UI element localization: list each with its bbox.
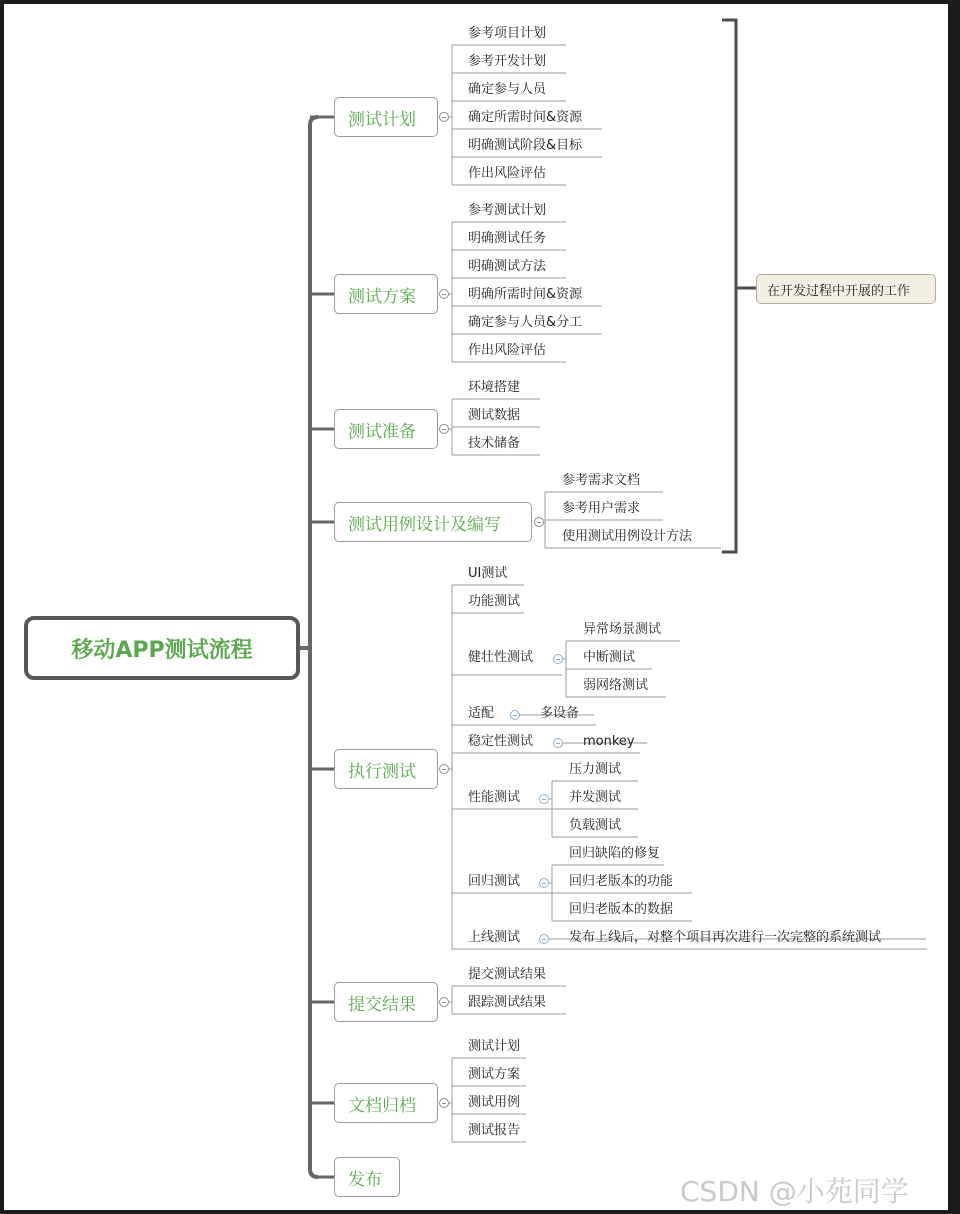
collapse-icon[interactable] [539,794,549,804]
leaf-test-prep-item[interactable]: 技术储备 [468,436,521,451]
trunk-line [310,117,318,1177]
collapse-icon[interactable] [439,289,449,299]
collapse-icon[interactable] [553,738,563,748]
collapse-icon[interactable] [439,424,449,434]
collapse-icon[interactable] [439,112,449,122]
leaf-robustness-item[interactable]: 弱网络测试 [583,678,649,693]
leaf-test-scheme-item[interactable]: 明确测试方法 [468,259,547,274]
leaf-multi-device[interactable]: 多设备 [540,706,580,721]
leaf-archive-item[interactable]: 测试计划 [468,1039,521,1054]
leaf-test-plan-item[interactable]: 参考项目计划 [468,26,547,41]
collapse-icon[interactable] [439,1098,449,1108]
branch-test-case-design[interactable]: 测试用例设计及编写 [334,502,532,542]
leaf-test-prep-item[interactable]: 环境搭建 [468,380,521,395]
leaf-archive-item[interactable]: 测试用例 [468,1095,521,1110]
leaf-performance-item[interactable]: 负载测试 [569,818,622,833]
leaf-regression-item[interactable]: 回归缺陷的修复 [569,846,661,861]
collapse-icon[interactable] [539,878,549,888]
leaf-submit-item[interactable]: 提交测试结果 [468,967,547,982]
leaf-test-plan-item[interactable]: 作出风险评估 [468,166,547,181]
leaf-test-plan-item[interactable]: 明确测试阶段&目标 [468,138,583,153]
leaf-online-test[interactable]: 上线测试 [468,930,521,945]
branch-execute-test[interactable]: 执行测试 [334,749,438,789]
leaf-robustness-item[interactable]: 异常场景测试 [583,622,662,637]
mindmap-canvas [4,4,948,1210]
leaf-performance-item[interactable]: 压力测试 [569,762,622,777]
leaf-test-plan-item[interactable]: 参考开发计划 [468,54,547,69]
leaf-test-plan-item[interactable]: 确定所需时间&资源 [468,110,583,125]
leaf-regression-test[interactable]: 回归测试 [468,874,521,889]
leaf-online-description[interactable]: 发布上线后，对整个项目再次进行一次完整的系统测试 [569,930,882,945]
collapse-icon[interactable] [439,997,449,1007]
leaf-archive-item[interactable]: 测试方案 [468,1067,521,1082]
leaf-test-plan-item[interactable]: 确定参与人员 [468,82,547,97]
leaf-test-scheme-item[interactable]: 作出风险评估 [468,343,547,358]
branch-test-scheme[interactable]: 测试方案 [334,274,438,314]
branch-release[interactable]: 发布 [334,1157,400,1197]
leaf-performance-test[interactable]: 性能测试 [468,790,521,805]
branch-test-prep[interactable]: 测试准备 [334,409,438,449]
branch-doc-archive[interactable]: 文档归档 [334,1083,438,1123]
leaf-test-prep-item[interactable]: 测试数据 [468,408,521,423]
collapse-icon[interactable] [439,764,449,774]
leaf-regression-item[interactable]: 回归老版本的数据 [569,902,674,917]
collapse-icon[interactable] [553,654,563,664]
leaf-regression-item[interactable]: 回归老版本的功能 [569,874,674,889]
watermark: CSDN @小苑同学 [680,1175,909,1208]
root-topic[interactable]: 移动APP测试流程 [24,616,300,680]
leaf-test-scheme-item[interactable]: 明确测试任务 [468,231,547,246]
leaf-adaptation[interactable]: 适配 [468,706,495,721]
leaf-robustness-test[interactable]: 健壮性测试 [468,650,534,665]
collapse-icon[interactable] [534,517,544,527]
summary-bracket [722,20,736,552]
leaf-stability-test[interactable]: 稳定性测试 [468,734,534,749]
collapse-icon[interactable] [539,934,549,944]
branch-test-plan[interactable]: 测试计划 [334,97,438,137]
summary-dev-process[interactable]: 在开发过程中开展的工作 [756,274,936,304]
leaf-test-scheme-item[interactable]: 确定参与人员&分工 [468,315,583,330]
branch-submit-results[interactable]: 提交结果 [334,982,438,1022]
leaf-function-test[interactable]: 功能测试 [468,594,521,609]
leaf-monkey[interactable]: monkey [583,734,635,749]
leaf-test-scheme-item[interactable]: 参考测试计划 [468,203,547,218]
leaf-archive-item[interactable]: 测试报告 [468,1123,521,1138]
leaf-ui-test[interactable]: UI测试 [468,566,508,581]
leaf-test-scheme-item[interactable]: 明确所需时间&资源 [468,287,583,302]
leaf-test-case-design-item[interactable]: 参考用户需求 [562,501,641,516]
leaf-submit-item[interactable]: 跟踪测试结果 [468,995,547,1010]
leaf-test-case-design-item[interactable]: 参考需求文档 [562,473,641,488]
leaf-robustness-item[interactable]: 中断测试 [583,650,636,665]
leaf-test-case-design-item[interactable]: 使用测试用例设计方法 [562,529,693,544]
collapse-icon[interactable] [510,710,520,720]
leaf-performance-item[interactable]: 并发测试 [569,790,622,805]
